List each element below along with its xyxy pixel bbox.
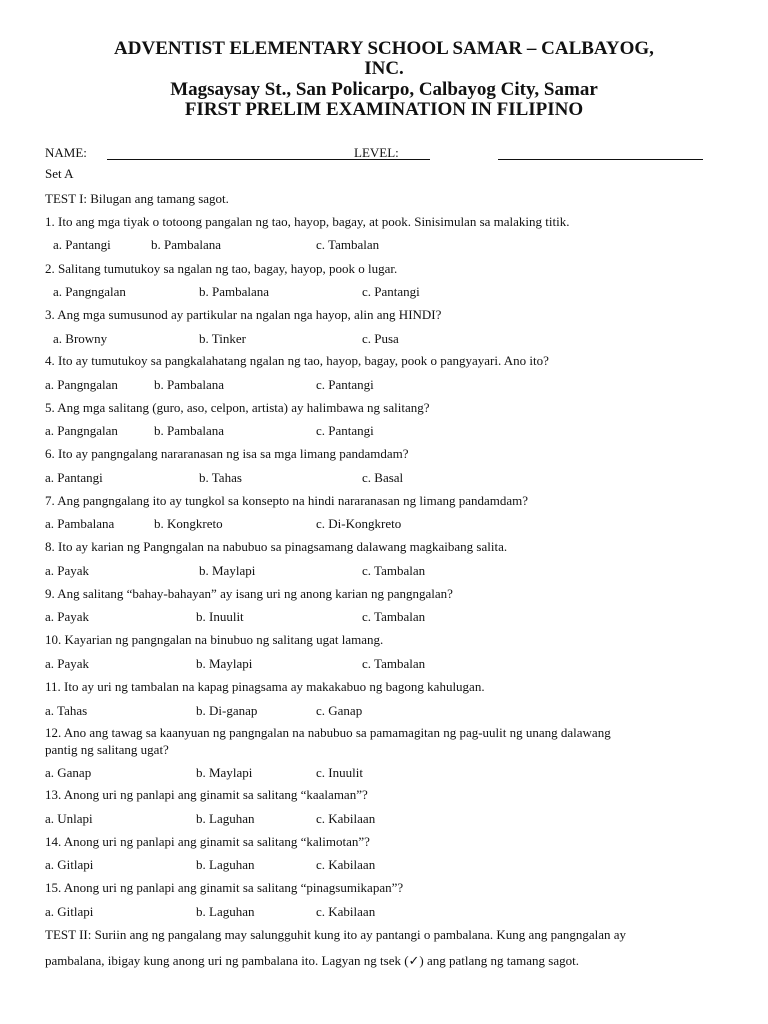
answer-choice-b[interactable]: b. Kongkreto: [154, 516, 223, 531]
answer-choice-a[interactable]: a. Ganap: [45, 765, 92, 780]
answer-choice-a[interactable]: a. Gitlapi: [45, 904, 94, 919]
answer-choice-a[interactable]: a. Pangngalan: [45, 423, 118, 438]
answer-choice-b[interactable]: b. Inuulit: [196, 609, 244, 624]
answer-choice-b[interactable]: b. Pambalana: [154, 423, 225, 438]
question-text: 10. Kayarian ng pangngalan na binubuo ng salitang ugat lamang.: [45, 632, 384, 647]
answer-choice-a[interactable]: a. Payak: [45, 609, 90, 624]
question-text: 12. Ano ang tawag sa kaanyuan ng pangngalan na nabubuo sa pamamagitan ng pag-uulit ng unang dalawang: [45, 725, 611, 740]
set-label: Set A: [45, 166, 74, 181]
answer-choice-a[interactable]: a. Gitlapi: [45, 857, 94, 872]
answer-choice-a[interactable]: a. Pambalana: [45, 516, 115, 531]
answer-choice-c[interactable]: c. Tambalan: [362, 609, 426, 624]
test2-instruction-line1: TEST II: Suriin ang ng pangalang may salungguhit kung ito ay pantangi o pambalana. Kung ang pangngalan ay: [45, 927, 627, 942]
answer-choice-a[interactable]: a. Pantangi: [45, 470, 103, 485]
question-text: 7. Ang pangngalang ito ay tungkol sa konsepto na hindi nararanasan ng limang pandamdam?: [45, 493, 529, 508]
school-name-line2: INC.: [364, 58, 404, 79]
level-blank-line[interactable]: [498, 159, 703, 160]
answer-choice-a[interactable]: a. Payak: [45, 656, 90, 671]
question-text: 9. Ang salitang “bahay-bahayan” ay isang uri ng anong karian ng pangngalan?: [45, 586, 453, 601]
question-text: 2. Salitang tumutukoy sa ngalan ng tao, bagay, hayop, pook o lugar.: [45, 261, 398, 276]
question-text: 3. Ang mga sumusunod ay partikular na ngalan nga hayop, alin ang HINDI?: [45, 307, 442, 322]
school-address: Magsaysay St., San Policarpo, Calbayog City, Samar: [170, 79, 598, 100]
question-text: 15. Anong uri ng panlapi ang ginamit sa salitang “pinagsumikapan”?: [45, 880, 404, 895]
answer-choice-c[interactable]: c. Pusa: [362, 331, 399, 346]
name-label: NAME:: [45, 145, 87, 160]
question-text: 13. Anong uri ng panlapi ang ginamit sa salitang “kaalaman”?: [45, 787, 368, 802]
test2-instruction-line2: pambalana, ibigay kung anong uri ng pambalana ito. Lagyan ng tsek (✓) ang patlang ng tamang sagot.: [45, 953, 579, 968]
answer-choice-c[interactable]: c. Ganap: [316, 703, 363, 718]
question-text-cont: pantig ng salitang ugat?: [45, 742, 169, 757]
answer-choice-b[interactable]: b. Laguhan: [196, 857, 255, 872]
answer-choice-a[interactable]: a. Unlapi: [45, 811, 93, 826]
answer-choice-c[interactable]: c. Pantangi: [362, 284, 420, 299]
question-text: 11. Ito ay uri ng tambalan na kapag pinagsama ay makakabuo ng bagong kahulugan.: [45, 679, 485, 694]
answer-choice-c[interactable]: c. Basal: [362, 470, 404, 485]
question-text: 8. Ito ay karian ng Pangngalan na nabubuo sa pinagsamang dalawang magkaibang salita.: [45, 539, 508, 554]
question-text: 4. Ito ay tumutukoy sa pangkalahatang ngalan ng tao, hayop, bagay, pook o pangyayari. Ano ito?: [45, 353, 549, 368]
question-text: 1. Ito ang mga tiyak o totoong pangalan ng tao, hayop, bagay, at pook. Sinisimulan sa malaking titik.: [45, 214, 570, 229]
answer-choice-b[interactable]: b. Maylapi: [196, 656, 253, 671]
question-text: 6. Ito ay pangngalang nararanasan ng isa sa mga limang pandamdam?: [45, 446, 409, 461]
answer-choice-a[interactable]: a. Pangngalan: [53, 284, 126, 299]
school-name-line1: ADVENTIST ELEMENTARY SCHOOL SAMAR – CALBAYOG,: [114, 38, 654, 59]
answer-choice-c[interactable]: c. Inuulit: [316, 765, 363, 780]
answer-choice-b[interactable]: b. Pambalana: [199, 284, 270, 299]
answer-choice-b[interactable]: b. Laguhan: [196, 904, 255, 919]
answer-choice-c[interactable]: c. Tambalan: [316, 237, 380, 252]
answer-choice-a[interactable]: a. Tahas: [45, 703, 88, 718]
answer-choice-a[interactable]: a. Pantangi: [53, 237, 111, 252]
answer-choice-c[interactable]: c. Tambalan: [362, 563, 426, 578]
question-text: 14. Anong uri ng panlapi ang ginamit sa salitang “kalimotan”?: [45, 834, 370, 849]
answer-choice-c[interactable]: c. Kabilaan: [316, 904, 376, 919]
answer-choice-b[interactable]: b. Maylapi: [199, 563, 256, 578]
answer-choice-c[interactable]: c. Kabilaan: [316, 811, 376, 826]
answer-choice-c[interactable]: c. Pantangi: [316, 377, 374, 392]
name-blank-line[interactable]: [107, 159, 346, 160]
answer-choice-b[interactable]: b. Tahas: [199, 470, 242, 485]
answer-choice-b[interactable]: b. Laguhan: [196, 811, 255, 826]
answer-choice-a[interactable]: a. Pangngalan: [45, 377, 118, 392]
test1-instruction: TEST I: Bilugan ang tamang sagot.: [45, 191, 229, 206]
answer-choice-b[interactable]: b. Tinker: [199, 331, 246, 346]
level-label: LEVEL:: [354, 145, 399, 160]
exam-title: FIRST PRELIM EXAMINATION IN FILIPINO: [184, 99, 584, 120]
answer-choice-b[interactable]: b. Di-ganap: [196, 703, 258, 718]
answer-choice-a[interactable]: a. Payak: [45, 563, 90, 578]
answer-choice-b[interactable]: b. Pambalana: [151, 237, 222, 252]
answer-choice-c[interactable]: c. Kabilaan: [316, 857, 376, 872]
answer-choice-b[interactable]: b. Maylapi: [196, 765, 253, 780]
answer-choice-b[interactable]: b. Pambalana: [154, 377, 225, 392]
answer-choice-c[interactable]: c. Di-Kongkreto: [316, 516, 402, 531]
question-text: 5. Ang mga salitang (guro, aso, celpon, artista) ay halimbawa ng salitang?: [45, 400, 430, 415]
answer-choice-c[interactable]: c. Tambalan: [362, 656, 426, 671]
answer-choice-a[interactable]: a. Browny: [53, 331, 108, 346]
answer-choice-c[interactable]: c. Pantangi: [316, 423, 374, 438]
